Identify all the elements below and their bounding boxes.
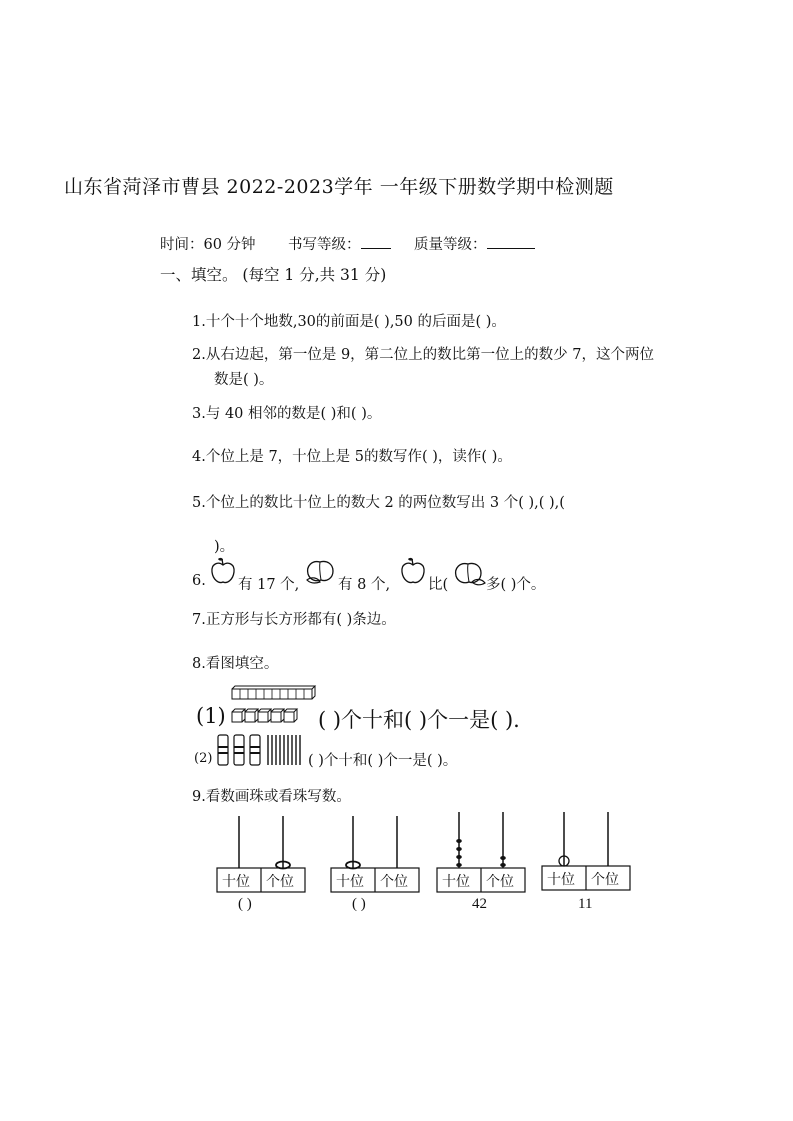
question-3: 3.与 40 相邻的数是( )和( )。 [192, 406, 382, 422]
abacus-answer[interactable]: ( ) [238, 896, 252, 912]
peach-icon [304, 556, 338, 586]
stick-bundles-icon [216, 733, 308, 767]
writing-grade [288, 233, 391, 254]
bead [456, 847, 462, 851]
question-2-line1: 2.从右边起，第一位是 9，第二位上的数比第一位上的数少 7，这个两位 [192, 347, 655, 363]
question-5-line1: 5.个位上的数比十位上的数大 2 的两位数写出 3 个( ),( ),( [192, 495, 565, 511]
question-4: 4.个位上是 7，十位上是 5的数写作( )，读作( )。 [192, 449, 512, 465]
abacus-2 [330, 812, 422, 916]
time-label: 时间：60 分钟 [160, 237, 256, 253]
section-heading: 一、填空。 (每空 1 分,共 31 分) [160, 266, 387, 284]
question-8-2-text: ( )个十和( )个一是( )。 [308, 753, 458, 769]
apple-icon [398, 556, 428, 586]
question-6-apple-count: 有 17 个, [238, 577, 300, 593]
tens-label: 十位 [336, 874, 364, 890]
question-7: 7.正方形与长方形都有( )条边。 [192, 612, 396, 628]
abacus-answer[interactable]: ( ) [352, 896, 366, 912]
abacus-number: 42 [472, 896, 487, 912]
quality-grade-label: 质量等级： [414, 237, 487, 253]
apple-icon [208, 556, 238, 586]
tens-label: 十位 [442, 874, 470, 890]
bead [456, 863, 462, 867]
question-8-1-label: (1) [196, 704, 226, 728]
bead [456, 839, 462, 843]
writing-grade-blank[interactable] [361, 247, 391, 249]
abacus-4 [541, 808, 633, 916]
abacus-1 [216, 812, 308, 916]
question-8-1-text: ( )个十和( )个一是( ). [318, 708, 520, 732]
question-9: 9.看数画珠或看珠写数。 [192, 789, 351, 805]
quality-grade [414, 233, 535, 254]
tens-label: 十位 [547, 872, 575, 888]
question-6-peach-count: 有 8 个, [338, 577, 391, 593]
ones-label: 个位 [266, 874, 294, 890]
tens-label: 十位 [222, 874, 250, 890]
ten-rod-block-icon [231, 685, 315, 725]
abacus-number: 11 [578, 896, 593, 912]
question-6-answer: 多( )个。 [486, 577, 546, 593]
bead [500, 856, 506, 860]
abacus-3 [436, 808, 528, 916]
bead [456, 855, 462, 859]
writing-grade-label: 书写等级： [288, 237, 361, 253]
question-2-line2: 数是( )。 [214, 372, 274, 388]
bead [500, 863, 506, 867]
ones-label: 个位 [380, 874, 408, 890]
question-6-compare: 比( [428, 577, 449, 593]
question-1: 1.十个十个地数,30的前面是( ),50 的后面是( )。 [192, 314, 506, 330]
ones-label: 个位 [486, 874, 514, 890]
question-6-prefix: 6. [192, 573, 206, 589]
question-5-line2: )。 [214, 539, 235, 555]
peach-icon [452, 558, 486, 588]
page-title: 山东省菏泽市曹县 2022-2023学年 一年级下册数学期中检测题 [64, 176, 614, 198]
quality-grade-blank[interactable] [487, 247, 535, 249]
question-8: 8.看图填空。 [192, 656, 279, 672]
question-8-2-label: (2) [194, 751, 213, 766]
ones-label: 个位 [591, 872, 619, 888]
